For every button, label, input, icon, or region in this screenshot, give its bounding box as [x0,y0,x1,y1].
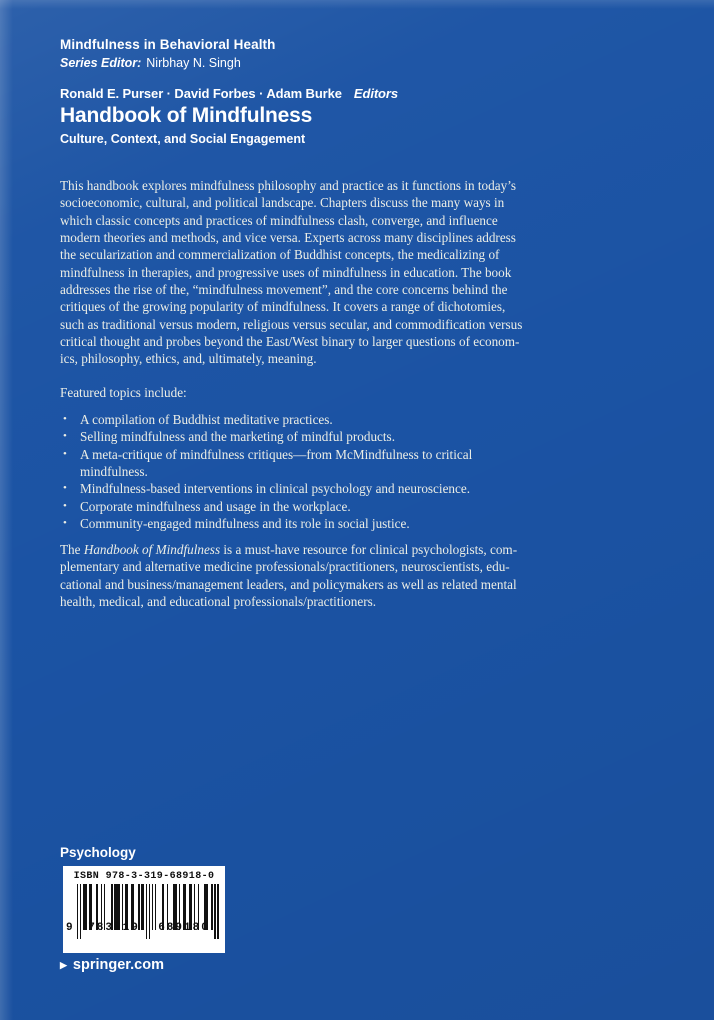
text-line: such as traditional versus modern, religious versus secular, and commodification versus [60,316,523,332]
book-title: Handbook of Mindfulness [60,104,313,127]
text-line: critiques of the growing popularity of mindfulness. It covers a range of dichotomies, [60,299,506,315]
text-line: Mindfulness-based interventions in clinical psychology and neuroscience. [80,481,471,497]
featured-topics-list [63,411,472,532]
text-line: mindfulness. [80,464,148,480]
closing-line-1 [60,541,517,558]
text-line: critical thought and probes beyond the East/West binary to larger questions of econom- [60,334,520,350]
bullet-icon: • [63,517,67,530]
list-item-text [80,498,351,515]
text-line: health, medical, and educational professionals/practitioners. [60,594,377,610]
list-item [63,498,472,515]
isbn-label: ISBN 978-3-319-68918-0 [73,871,215,882]
list-item-text [80,411,333,428]
editors-label: Editors [353,86,398,101]
bullet-icon: • [63,482,67,495]
text-line: Selling mindfulness and the marketing of mindful products. [80,429,395,445]
text-line: socioeconomic, cultural, and political landscape. Chapters discuss the many ways in [60,195,505,211]
series-editor-line [60,56,398,70]
closing-paragraph [60,541,517,610]
closing-line-1-prefix: The [60,542,84,557]
closing-lines [60,558,517,610]
ean-digits-row [63,922,225,934]
text-line: This handbook explores mindfulness philosophy and practice as it functions in today’s [60,178,516,193]
isbn-barcode-box [63,866,225,953]
series-title: Mindfulness in Behavioral Health [60,37,276,52]
featured-topics-heading: Featured topics include: [60,385,187,400]
publisher-line [60,957,164,973]
text-line: A compilation of Buddhist meditative practices. [80,412,333,427]
category-label: Psychology [60,845,136,860]
series-editor-name: Nirbhay N. Singh [146,56,241,70]
list-item-text [80,446,472,481]
text-line: plementary and alternative medicine professionals/practitioners, neuroscientists, edu- [60,559,510,575]
text-line: mindfulness in therapies, and progressive uses of mindfulness in education. The book [60,264,512,280]
list-item [63,446,472,481]
list-item [63,515,472,532]
bullet-icon: • [63,499,67,512]
triangle-arrow-icon: ▶ [60,959,67,970]
bullet-icon: • [63,430,67,443]
text-line: addresses the rise of the, “mindfulness movement”, and the core concerns behind the [60,282,508,298]
closing-line-1-book-title: Handbook of Mindfulness [83,542,221,557]
ean-digit-group-1: 783319 [88,922,140,934]
list-item-text [80,515,410,532]
text-line: the secularization and commercialization of Buddhist concepts, the medicalizing of [60,247,500,263]
ean-digit-left: 9 [66,922,73,934]
text-line: Corporate mindfulness and usage in the workplace. [80,498,351,514]
list-item [63,411,472,428]
bullet-icon: • [63,447,67,460]
list-item-text [80,480,470,497]
text-line: A meta-critique of mindfulness critiques—from McMindfulness to critical [80,446,473,462]
bullet-icon: • [63,413,67,425]
description-paragraph [60,177,522,368]
text-line: ics, philosophy, ethics, and, ultimately, meaning. [60,351,317,367]
publisher-url: springer.com [72,957,164,973]
cover-header [60,37,398,146]
list-item [63,480,472,497]
list-item-text [80,428,395,445]
ean-digit-group-2: 689180 [158,922,210,934]
text-line: which classic concepts and practices of mindfulness clash, converge, and influence [60,212,498,228]
authors-line [60,86,398,101]
text-line: cational and business/management leaders, and policymakers as well as related mental [60,576,517,592]
text-line: Community-engaged mindfulness and its role in social justice. [80,516,410,532]
list-item [63,428,472,445]
text-line: modern theories and methods, and vice versa. Experts across many disciplines address [60,230,516,246]
series-editor-label: Series Editor: [60,56,142,70]
book-subtitle: Culture, Context, and Social Engagement [60,132,306,146]
author-names: Ronald E. Purser · David Forbes · Adam Burke [60,86,342,101]
closing-line-1-rest: is a must-have resource for clinical psychologists, com- [220,542,518,557]
